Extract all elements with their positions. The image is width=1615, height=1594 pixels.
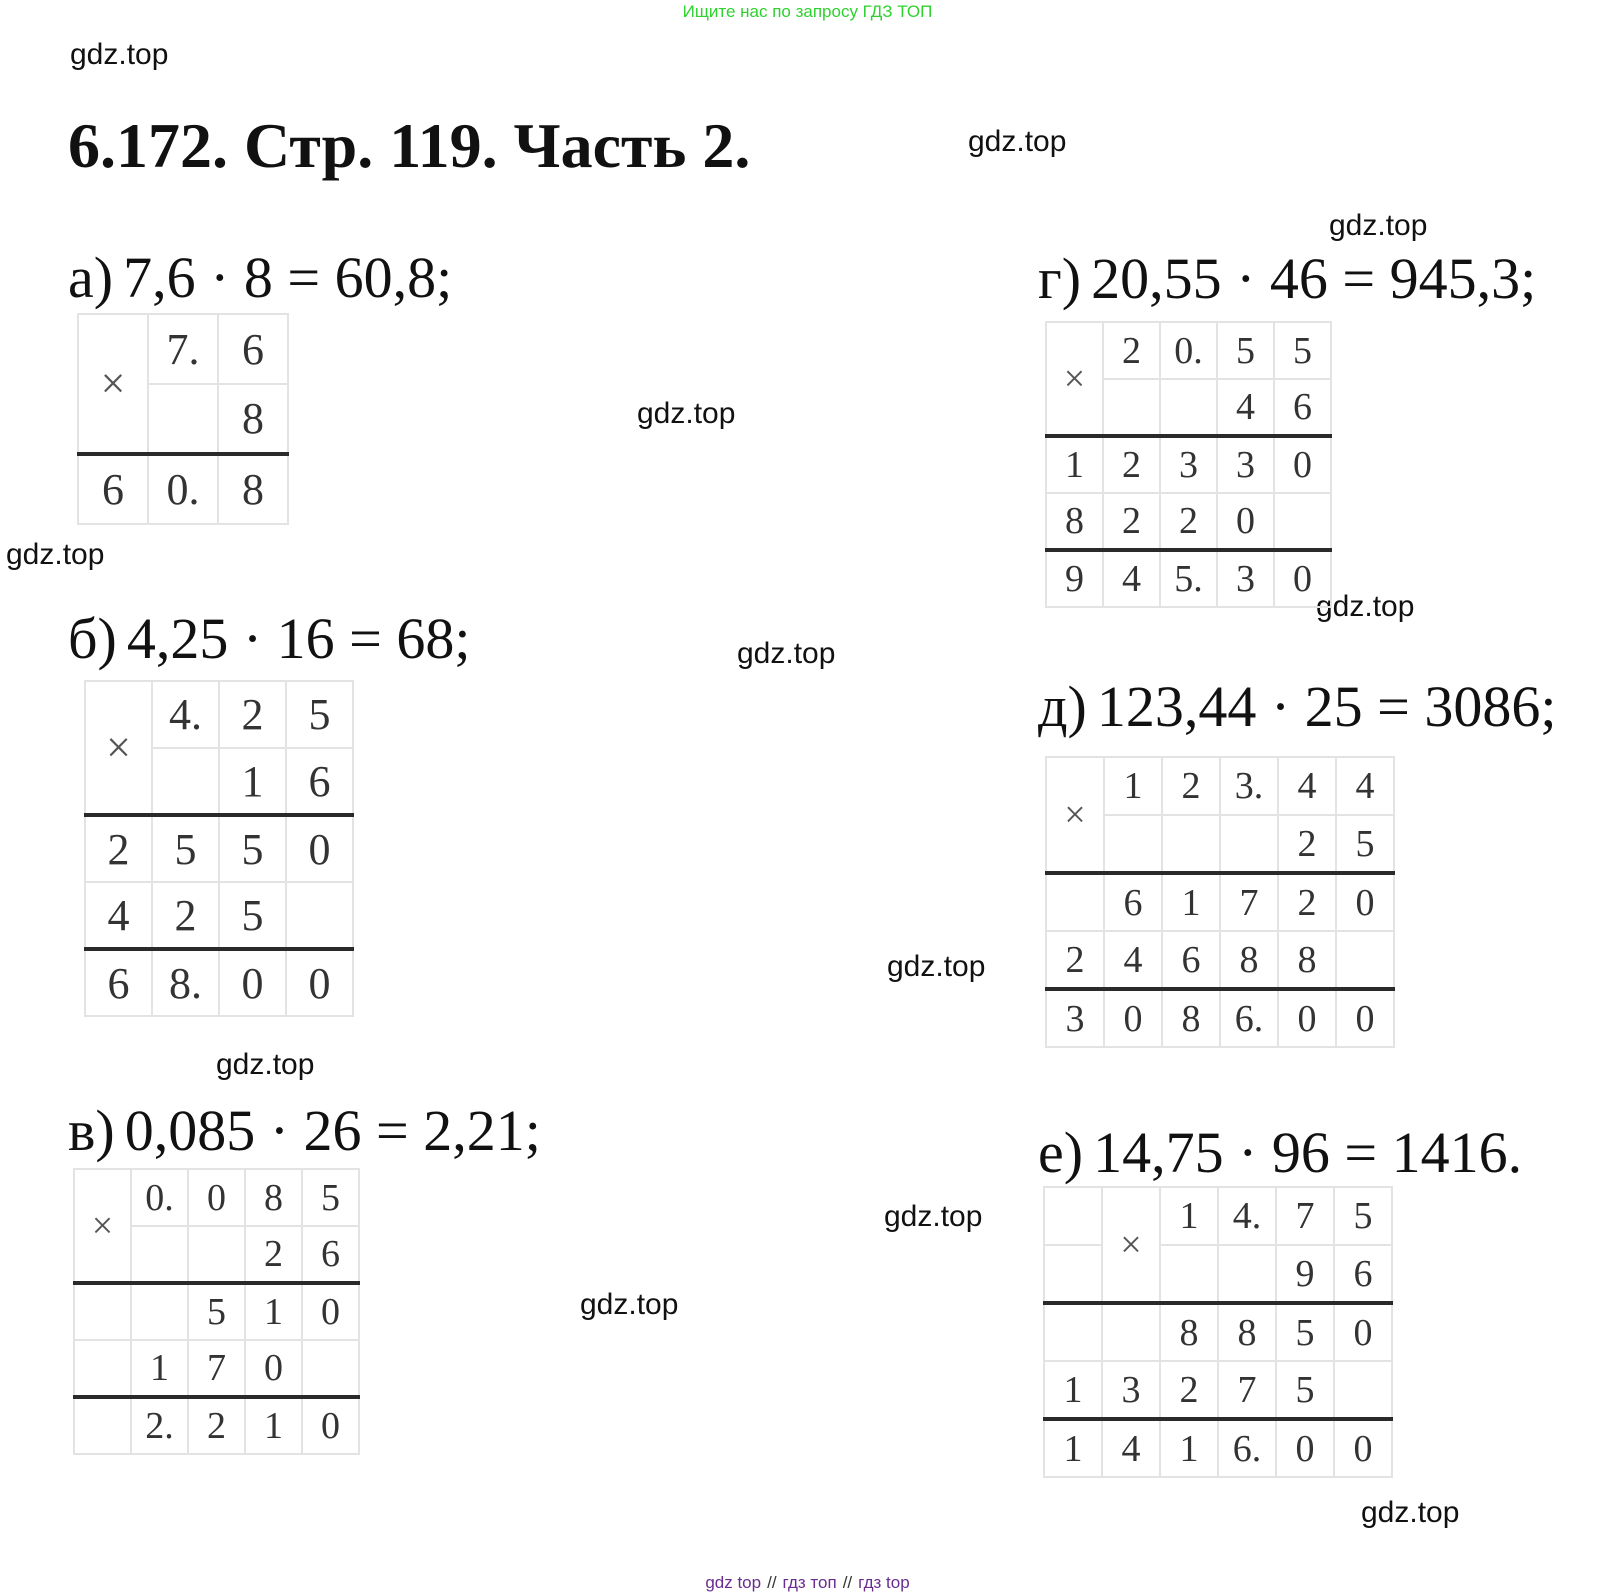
digit-cell: 5.	[1160, 550, 1217, 607]
digit-cell: 2	[1278, 815, 1336, 873]
digit-cell	[1103, 379, 1160, 436]
digit-cell: 0	[1274, 550, 1331, 607]
digit-cell: 5	[1217, 322, 1274, 379]
digit-cell: 0	[1334, 1303, 1392, 1361]
digit-cell	[1160, 1245, 1218, 1303]
watermark: gdz.top	[968, 125, 1067, 158]
digit-cell: 5	[286, 681, 353, 748]
digit-cell: 2	[1160, 1361, 1218, 1419]
watermark: gdz.top	[637, 397, 736, 430]
problem-label: а)	[68, 245, 114, 310]
table-row	[85, 949, 353, 1016]
digit-cell: 4	[1102, 1419, 1160, 1477]
multiply-sign: ×	[85, 681, 152, 815]
problem-f-expression	[1038, 1118, 1522, 1188]
digit-cell: 6.	[1220, 989, 1278, 1047]
digit-cell	[1274, 493, 1331, 550]
table-row	[74, 1397, 359, 1454]
digit-cell: 3	[1160, 436, 1217, 493]
problem-a-expression	[68, 243, 452, 313]
footer-link[interactable]: гдз top	[858, 1573, 910, 1592]
footer-link[interactable]: гдз топ	[782, 1573, 837, 1592]
digit-cell: 4.	[152, 681, 219, 748]
table-row	[85, 681, 353, 748]
digit-cell: 2	[85, 815, 152, 882]
table-row	[1046, 436, 1331, 493]
problem-b-expression	[68, 604, 470, 674]
watermark: gdz.top	[580, 1288, 679, 1321]
digit-cell: 4	[1278, 757, 1336, 815]
digit-cell: 0	[1278, 989, 1336, 1047]
problem-c-table	[73, 1168, 360, 1455]
multiply-sign: ×	[1046, 757, 1104, 873]
watermark: gdz.top	[6, 538, 105, 571]
problem-equation: 123,44 · 25 = 3086;	[1096, 674, 1557, 739]
digit-cell: 0	[302, 1397, 359, 1454]
digit-cell: 7	[188, 1340, 245, 1397]
digit-cell: 0	[1336, 989, 1394, 1047]
digit-cell: 1	[1044, 1361, 1102, 1419]
digit-cell: 0	[245, 1340, 302, 1397]
multiply-sign: ×	[74, 1169, 131, 1283]
digit-cell: 3	[1102, 1361, 1160, 1419]
table-row	[1044, 1303, 1392, 1361]
digit-cell	[1044, 1187, 1102, 1245]
digit-cell: 5	[152, 815, 219, 882]
table-row	[1044, 1361, 1392, 1419]
digit-cell: 0.	[148, 454, 218, 524]
table-row	[78, 454, 288, 524]
table-row	[78, 314, 288, 384]
digit-cell: 3.	[1220, 757, 1278, 815]
digit-cell: 4	[1336, 757, 1394, 815]
digit-cell: 8	[1162, 989, 1220, 1047]
digit-cell: 2	[1162, 757, 1220, 815]
digit-cell: 9	[1046, 550, 1103, 607]
digit-cell	[1102, 1303, 1160, 1361]
digit-cell: 0	[302, 1283, 359, 1340]
multiply-sign: ×	[78, 314, 148, 454]
digit-cell	[1162, 815, 1220, 873]
digit-cell: 0	[1274, 436, 1331, 493]
digit-cell: 5	[188, 1283, 245, 1340]
digit-cell	[1046, 873, 1104, 931]
digit-cell	[1336, 931, 1394, 989]
digit-cell: 6	[1104, 873, 1162, 931]
digit-cell: 0	[1104, 989, 1162, 1047]
watermark: gdz.top	[70, 38, 169, 71]
digit-cell: 0	[188, 1169, 245, 1226]
problem-label: д)	[1038, 674, 1087, 739]
digit-cell	[131, 1226, 188, 1283]
digit-cell: 7.	[148, 314, 218, 384]
multiply-sign: ×	[1102, 1187, 1160, 1303]
problem-f-table	[1043, 1186, 1393, 1478]
digit-cell: 2	[1103, 322, 1160, 379]
digit-cell	[1044, 1303, 1102, 1361]
digit-cell: 6.	[1218, 1419, 1276, 1477]
problem-label: в)	[68, 1098, 115, 1163]
digit-cell: 7	[1220, 873, 1278, 931]
digit-cell: 2	[1103, 493, 1160, 550]
problem-equation: 0,085 · 26 = 2,21;	[124, 1098, 541, 1163]
digit-cell: 8	[218, 454, 288, 524]
footer-separator: //	[767, 1573, 777, 1592]
table-row	[1044, 1245, 1392, 1303]
digit-cell: 1	[131, 1340, 188, 1397]
watermark: gdz.top	[1316, 590, 1415, 623]
digit-cell: 8.	[152, 949, 219, 1016]
digit-cell: 5	[1274, 322, 1331, 379]
digit-cell: 4	[85, 882, 152, 949]
digit-cell: 3	[1046, 989, 1104, 1047]
digit-cell	[74, 1397, 131, 1454]
table-row	[1044, 1187, 1392, 1245]
table-row	[1046, 550, 1331, 607]
digit-cell: 0	[1276, 1419, 1334, 1477]
digit-cell: 0.	[1160, 322, 1217, 379]
digit-cell: 5	[219, 882, 286, 949]
digit-cell: 4	[1217, 379, 1274, 436]
digit-cell: 8	[1160, 1303, 1218, 1361]
digit-cell: 0	[286, 949, 353, 1016]
problem-equation: 4,25 · 16 = 68;	[126, 606, 471, 671]
problem-label: г)	[1038, 246, 1082, 311]
table-row	[74, 1340, 359, 1397]
digit-cell: 8	[218, 384, 288, 454]
watermark: gdz.top	[216, 1048, 315, 1081]
digit-cell: 6	[218, 314, 288, 384]
table-row	[1046, 493, 1331, 550]
watermark: gdz.top	[1361, 1496, 1460, 1529]
digit-cell	[1334, 1361, 1392, 1419]
digit-cell: 2	[152, 882, 219, 949]
problem-c-expression	[68, 1096, 541, 1166]
digit-cell: 6	[286, 748, 353, 815]
digit-cell: 2	[1103, 436, 1160, 493]
digit-cell: 2.	[131, 1397, 188, 1454]
watermark: gdz.top	[737, 637, 836, 670]
digit-cell: 2	[1278, 873, 1336, 931]
digit-cell	[286, 882, 353, 949]
digit-cell: 2	[1160, 493, 1217, 550]
table-row	[1046, 322, 1331, 379]
digit-cell: 9	[1276, 1245, 1334, 1303]
digit-cell: 5	[219, 815, 286, 882]
digit-cell: 8	[245, 1169, 302, 1226]
digit-cell	[188, 1226, 245, 1283]
digit-cell	[152, 748, 219, 815]
digit-cell: 0.	[131, 1169, 188, 1226]
digit-cell: 4.	[1218, 1187, 1276, 1245]
footer	[0, 1572, 1615, 1594]
digit-cell: 1	[245, 1397, 302, 1454]
digit-cell	[148, 384, 218, 454]
digit-cell: 7	[1276, 1187, 1334, 1245]
problem-d-table	[1045, 321, 1332, 608]
digit-cell: 6	[1334, 1245, 1392, 1303]
watermark: gdz.top	[1329, 209, 1428, 242]
digit-cell	[302, 1340, 359, 1397]
digit-cell: 3	[1217, 436, 1274, 493]
digit-cell: 7	[1218, 1361, 1276, 1419]
problem-equation: 20,55 · 46 = 945,3;	[1091, 246, 1537, 311]
problem-e-expression	[1038, 672, 1556, 742]
table-row	[1044, 1419, 1392, 1477]
multiply-sign: ×	[1046, 322, 1103, 436]
digit-cell: 4	[1104, 931, 1162, 989]
digit-cell: 0	[1336, 873, 1394, 931]
table-row	[85, 815, 353, 882]
problem-equation: 14,75 · 96 = 1416.	[1093, 1120, 1523, 1185]
watermark: gdz.top	[887, 950, 986, 983]
digit-cell: 8	[1220, 931, 1278, 989]
table-row	[1046, 931, 1394, 989]
digit-cell: 6	[78, 454, 148, 524]
digit-cell: 5	[1276, 1303, 1334, 1361]
watermark: gdz.top	[884, 1200, 983, 1233]
top-banner: Ищите нас по запросу ГДЗ ТОП	[682, 2, 933, 21]
digit-cell: 4	[1103, 550, 1160, 607]
table-row	[1046, 989, 1394, 1047]
footer-separator: //	[842, 1573, 853, 1592]
digit-cell	[74, 1283, 131, 1340]
digit-cell: 1	[1162, 873, 1220, 931]
digit-cell: 1	[1044, 1419, 1102, 1477]
digit-cell: 8	[1218, 1303, 1276, 1361]
digit-cell: 1	[1160, 1419, 1218, 1477]
digit-cell: 1	[1104, 757, 1162, 815]
digit-cell	[1220, 815, 1278, 873]
digit-cell	[74, 1340, 131, 1397]
digit-cell: 5	[1336, 815, 1394, 873]
table-row	[74, 1283, 359, 1340]
footer-link[interactable]: gdz top	[705, 1573, 762, 1592]
problem-a-table	[77, 313, 289, 525]
digit-cell: 5	[1334, 1187, 1392, 1245]
digit-cell: 1	[219, 748, 286, 815]
digit-cell	[1160, 379, 1217, 436]
table-row	[1046, 873, 1394, 931]
digit-cell: 6	[1162, 931, 1220, 989]
problem-b-table	[84, 680, 354, 1017]
digit-cell: 5	[1276, 1361, 1334, 1419]
digit-cell: 6	[302, 1226, 359, 1283]
digit-cell: 0	[286, 815, 353, 882]
digit-cell: 8	[1278, 931, 1336, 989]
problem-label: б)	[68, 606, 117, 671]
digit-cell: 6	[85, 949, 152, 1016]
problem-d-expression	[1038, 244, 1536, 314]
digit-cell: 1	[245, 1283, 302, 1340]
digit-cell	[1104, 815, 1162, 873]
problem-e-table	[1045, 756, 1395, 1048]
digit-cell: 1	[1046, 436, 1103, 493]
digit-cell	[1044, 1245, 1102, 1303]
digit-cell: 2	[1046, 931, 1104, 989]
digit-cell: 2	[188, 1397, 245, 1454]
table-row	[1046, 757, 1394, 815]
page-title: 6.172. Стр. 119. Часть 2.	[68, 110, 751, 181]
digit-cell: 5	[302, 1169, 359, 1226]
digit-cell: 8	[1046, 493, 1103, 550]
digit-cell: 3	[1217, 550, 1274, 607]
table-row	[74, 1169, 359, 1226]
digit-cell	[131, 1283, 188, 1340]
digit-cell: 0	[1217, 493, 1274, 550]
digit-cell: 2	[245, 1226, 302, 1283]
problem-label: е)	[1038, 1120, 1084, 1185]
digit-cell: 2	[219, 681, 286, 748]
table-row	[85, 882, 353, 949]
digit-cell: 0	[219, 949, 286, 1016]
problem-equation: 7,6 · 8 = 60,8;	[123, 245, 453, 310]
digit-cell	[1218, 1245, 1276, 1303]
digit-cell: 1	[1160, 1187, 1218, 1245]
digit-cell: 0	[1334, 1419, 1392, 1477]
digit-cell: 6	[1274, 379, 1331, 436]
